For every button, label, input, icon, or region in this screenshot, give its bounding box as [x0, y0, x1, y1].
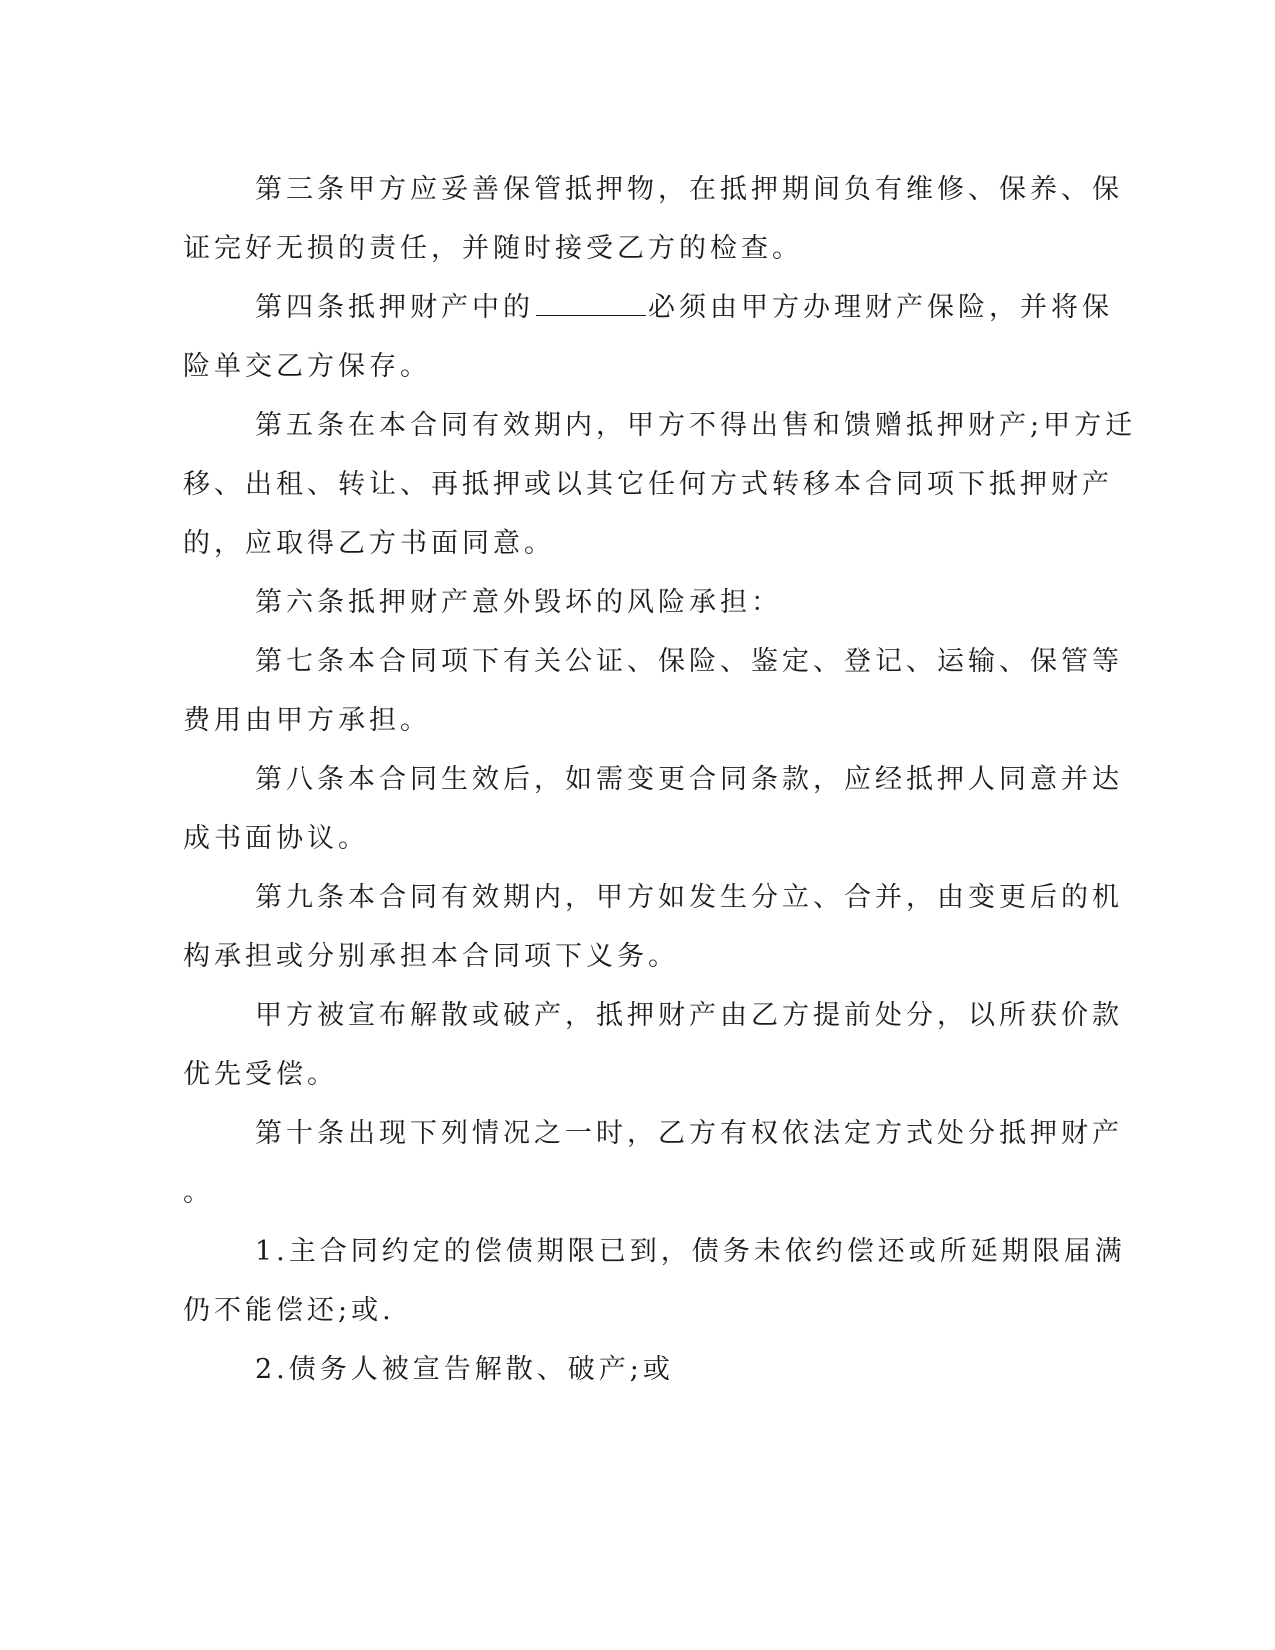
article-5-line-1: 第五条在本合同有效期内，甲方不得出售和馈赠抵押财产;甲方迁 — [255, 410, 1137, 441]
article-7-line-1: 第七条本合同项下有关公证、保险、鉴定、登记、运输、保管等 — [255, 646, 1123, 677]
article-5-line-3: 的，应取得乙方书面同意。 — [183, 528, 555, 559]
article-8-line-1: 第八条本合同生效后，如需变更合同条款，应经抵押人同意并达 — [255, 764, 1123, 795]
article-5 — [183, 396, 1137, 573]
article-6 — [183, 573, 1033, 632]
article-5-line-2: 移、出租、转让、再抵押或以其它任何方式转移本合同项下抵押财产 — [183, 469, 1113, 500]
article-7-line-2: 费用由甲方承担。 — [183, 705, 431, 736]
article-10-line-2: 。 — [183, 1177, 214, 1208]
article-3 — [183, 160, 1123, 278]
article-6-line-1: 第六条抵押财产意外毁坏的风险承担： — [255, 587, 782, 618]
list-item-2 — [183, 1340, 1033, 1399]
article-4-text-a: 第四条抵押财产中的 — [255, 292, 534, 323]
article-10 — [183, 1104, 1123, 1222]
article-4 — [183, 278, 1113, 396]
dissolution-clause — [183, 986, 1123, 1104]
document-body — [183, 160, 1137, 1399]
fill-in-blank — [536, 293, 646, 316]
article-8-line-2: 成书面协议。 — [183, 823, 369, 854]
article-9-line-2: 构承担或分别承担本合同项下义务。 — [183, 941, 679, 972]
article-4-line-1 — [183, 278, 1113, 337]
list-item-2-line-1: 2.债务人被宣告解散、破产;或 — [255, 1354, 674, 1385]
article-3-line-1: 第三条甲方应妥善保管抵押物，在抵押期间负有维修、保养、保 — [255, 174, 1123, 205]
article-4-text-b: 必须由甲方办理财产保险，并将保 — [648, 292, 1113, 323]
dissolution-line-1: 甲方被宣布解散或破产，抵押财产由乙方提前处分，以所获价款 — [255, 1000, 1123, 1031]
article-9-line-1: 第九条本合同有效期内，甲方如发生分立、合并，由变更后的机 — [255, 882, 1123, 913]
dissolution-line-2: 优先受偿。 — [183, 1059, 338, 1090]
article-7 — [183, 632, 1123, 750]
list-item-1-line-2: 仍不能偿还;或. — [183, 1295, 395, 1326]
article-10-line-1: 第十条出现下列情况之一时，乙方有权依法定方式处分抵押财产 — [255, 1118, 1123, 1149]
article-3-line-2: 证完好无损的责任，并随时接受乙方的检查。 — [183, 233, 803, 264]
article-4-line-2: 险单交乙方保存。 — [183, 351, 431, 382]
list-item-1 — [183, 1222, 1126, 1340]
list-item-1-line-1: 1.主合同约定的偿债期限已到，债务未依约偿还或所延期限届满 — [255, 1236, 1126, 1267]
article-9 — [183, 868, 1123, 986]
article-8 — [183, 750, 1123, 868]
